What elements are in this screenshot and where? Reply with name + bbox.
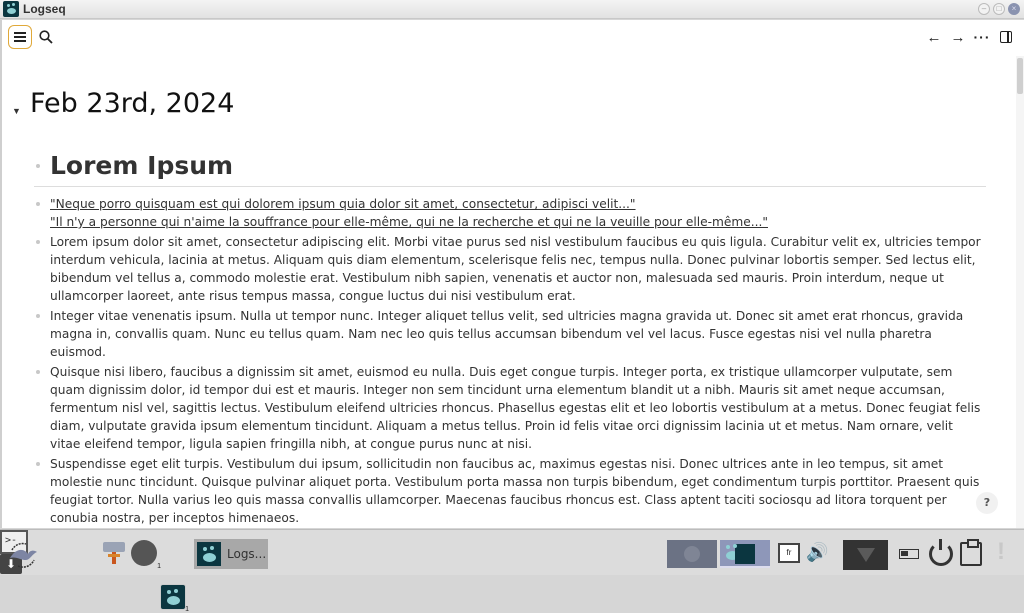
- block-bullet[interactable]: [36, 202, 40, 206]
- firefox-launcher[interactable]: [131, 540, 161, 570]
- journal-header: [2, 88, 234, 119]
- wifi-icon: [857, 548, 875, 562]
- forward-button[interactable]: [946, 25, 970, 49]
- window-count-badge: 1: [157, 563, 161, 570]
- block-bullet[interactable]: [36, 370, 40, 374]
- system-menu-button[interactable]: [8, 540, 36, 568]
- more-dots-icon: ···: [973, 29, 991, 45]
- network-tool-launcher[interactable]: [102, 540, 126, 566]
- paragraph-text: Suspendisse eget elit turpis. Vestibulum dui ipsum, sollicitudin non faucibus ac, maximus egestas nisi. Donec ultrices ante in leo tempus, sit amet molestie nunc tincidunt. Quisque pulvinar aliquet porta. Vestibulum porta massa non turpis bibendum, eget condimentum turpis porttitor. Praesent quis feugiat tortor. Nulla varius leo quis massa convallis ullamcorper. Maecenas faucibus rhoncus est. Class aptent taciti sociosqu ad litora torquent per conubia nostra, per inceptos himenaeos.: [50, 457, 980, 525]
- collapse-caret-icon[interactable]: ▼: [12, 105, 21, 116]
- battery-icon[interactable]: [899, 549, 919, 559]
- block-paragraph[interactable]: [34, 233, 986, 305]
- more-options-button[interactable]: [970, 25, 994, 49]
- logseq-icon: [197, 542, 221, 566]
- briefcase-download-icon: ⬇: [5, 557, 17, 571]
- block-bullet[interactable]: [36, 164, 40, 168]
- quote-link-french[interactable]: "Il n'y a personne qui n'aime la souffrance pour elle-même, qui ne la recherche et qui ne la veuille pour elle-même...": [50, 215, 768, 229]
- block-bullet[interactable]: [36, 314, 40, 318]
- quote-link-latin[interactable]: "Neque porro quisquam est qui dolorem ipsum quia dolor sit amet, consectetur, adipisci velit...": [50, 197, 636, 211]
- scrollbar-thumb[interactable]: [1017, 58, 1023, 94]
- logseq-icon: [735, 544, 755, 564]
- wifi-indicator[interactable]: [843, 540, 888, 570]
- notification-alert-icon[interactable]: !: [997, 538, 1005, 565]
- window-count-badge: 1: [185, 606, 189, 613]
- block-bullet[interactable]: [36, 240, 40, 244]
- clipboard-icon[interactable]: [960, 542, 982, 566]
- logseq-app-icon: [3, 1, 19, 17]
- block-heading[interactable]: [34, 148, 986, 187]
- left-sidebar-toggle-button[interactable]: [8, 25, 32, 49]
- window-title: Logseq: [23, 2, 66, 16]
- search-button[interactable]: [34, 25, 58, 49]
- journal-title[interactable]: Feb 23rd, 2024: [30, 88, 235, 119]
- firefox-icon: [684, 546, 700, 562]
- bird-icon: [8, 540, 38, 568]
- workspace-2-preview[interactable]: [720, 540, 770, 568]
- task-label: Logs...: [227, 547, 267, 561]
- block-list: [34, 148, 986, 528]
- top-toolbar: [2, 20, 1022, 56]
- window-controls: [978, 3, 1020, 15]
- workspace-1-preview[interactable]: [667, 540, 717, 568]
- right-sidebar-toggle-button[interactable]: [994, 25, 1018, 49]
- maximize-button[interactable]: □: [993, 3, 1005, 15]
- minimize-button[interactable]: –: [978, 3, 990, 15]
- help-button[interactable]: ?: [976, 492, 998, 514]
- arrow-left-icon: ←: [926, 28, 942, 46]
- arrow-right-icon: →: [950, 28, 966, 46]
- paragraph-text: Integer vitae venenatis ipsum. Nulla ut tempor nunc. Integer aliquet tellus velit, sed ultricies magna gravida ut. Donec sit amet erat rhoncus, gravida magna in, convallis quam. Nunc eu tellus quam. Nam nec leo quis tellus accumsan bibendum vel vel lacus. Fusce egestas nisi vel nulla pharetra euismod.: [50, 309, 964, 359]
- block-bullet[interactable]: [36, 462, 40, 466]
- right-sidebar-icon: [1000, 31, 1012, 43]
- terminal-icon: >-: [5, 535, 18, 546]
- heading-text: Lorem Ipsum: [50, 151, 234, 180]
- network-icon: [102, 540, 126, 566]
- close-button[interactable]: ×: [1008, 3, 1020, 15]
- taskbar-task-logseq[interactable]: [194, 539, 268, 569]
- block-paragraph[interactable]: [34, 363, 986, 453]
- battery-level: [901, 551, 908, 556]
- system-taskbar: [0, 529, 1024, 613]
- power-icon[interactable]: [929, 542, 953, 566]
- hamburger-menu-icon: [14, 36, 26, 38]
- search-icon: [39, 30, 53, 44]
- block-paragraph[interactable]: [34, 307, 986, 361]
- block-paragraph[interactable]: [34, 455, 986, 527]
- window-titlebar: [0, 0, 1024, 19]
- paragraph-text: Quisque nisi libero, faucibus a dignissim sit amet, euismod eu nulla. Duis eget congue turpis. Integer porta, ex tristique ullamcorper vulputate, sem quam dignissim dolor, id tempor dui est et mauris. Integer non sem tincidunt urna elementum blandit ut a nibh. Mauris sit amet neque accumsan, fermentum nisl vel, sagittis lectus. Vestibulum eleifend ultricies rhoncus. Phasellus egestas elit et leo lobortis vestibulum at a metus. Donec feugiat felis diam, vulputate gravida ipsum elementum tincidunt. Aliquam a metus tellus. Proin id felis vitae orci dignissim lacinia ut et metus. Nam ornare, velit vitae eleifend tempor, ligula sapien fringilla nibh, at congue purus nunc at nisi.: [50, 365, 981, 451]
- logseq-launcher[interactable]: [160, 584, 189, 613]
- logseq-app: [0, 20, 1024, 528]
- volume-icon[interactable]: 🔊: [806, 542, 829, 562]
- main-scrollbar[interactable]: [1016, 56, 1024, 528]
- paragraph-text: Lorem ipsum dolor sit amet, consectetur adipiscing elit. Morbi vitae purus sed nisl vestibulum faucibus eu quis ligula. Curabitur velit ex, ultricies tempor interdum vehicula, lacinia at metus. Aliquam quis diam elementum, scelerisque felis nec, tempus nulla. Donec pulvinar lobortis semper. Sed lectus elit, bibendum vel tellus a, commodo molestie erat. Vestibulum nibh sapien, venenatis et auctor non, malesuada sed mauris. Proin interdum, neque ut ullamcorper laoreet, ante risus tempus massa, congue luctus dui nisi vestibulum erat.: [50, 235, 981, 303]
- block-quotes[interactable]: [34, 195, 986, 231]
- back-button[interactable]: [922, 25, 946, 49]
- keyboard-layout-indicator[interactable]: fr: [778, 543, 800, 563]
